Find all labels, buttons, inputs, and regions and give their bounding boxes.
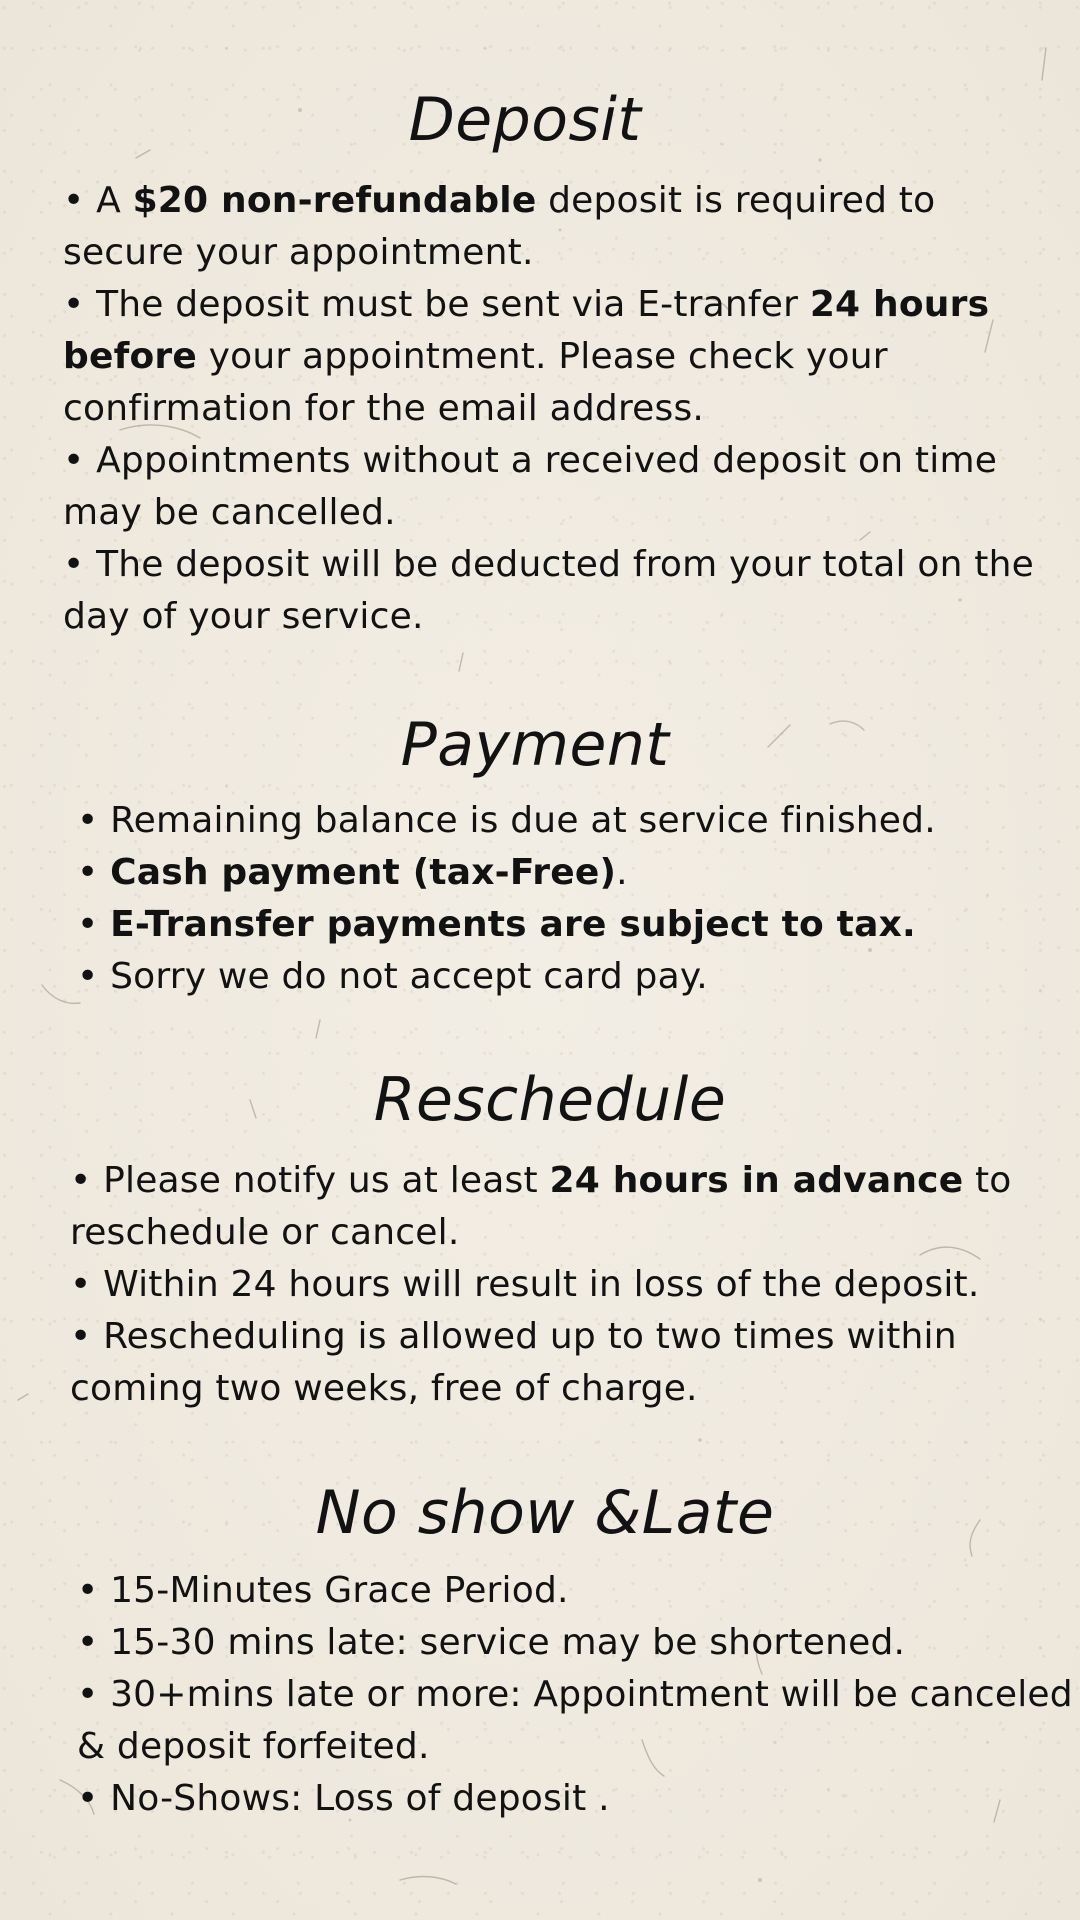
text: • — [77, 852, 111, 893]
noshow-line: • No-Shows: Loss of deposit . — [77, 1778, 610, 1819]
bold-text: 24 hours in advance — [549, 1160, 964, 1201]
deposit-line: day of your service. — [63, 596, 424, 637]
payment-line: • Remaining balance is due at service finished. — [77, 800, 936, 841]
reschedule-line: • Rescheduling is allowed up to two times within — [70, 1316, 957, 1357]
noshow-line: • 15-30 mins late: service may be shortened. — [77, 1622, 906, 1663]
text: • — [77, 904, 111, 945]
text: • A — [63, 180, 133, 221]
deposit-line: • Appointments without a received deposit on time — [63, 440, 998, 481]
text: . — [616, 852, 628, 893]
deposit-line: may be cancelled. — [63, 492, 396, 533]
deposit-line — [63, 331, 1034, 383]
noshow-line: • 15-Minutes Grace Period. — [77, 1570, 569, 1611]
text: to — [963, 1160, 1012, 1201]
bold-text: $20 non-refundable — [132, 180, 537, 221]
noshow-line: • 30+mins late or more: Appointment will be canceled — [77, 1674, 1073, 1715]
deposit-section — [63, 175, 1034, 643]
text: • The deposit must be sent via E-tranfer — [63, 284, 810, 325]
reschedule-line: reschedule or cancel. — [70, 1212, 460, 1253]
deposit-line — [63, 175, 1034, 227]
payment-line: • Sorry we do not accept card pay. — [77, 956, 708, 997]
payment-line — [77, 847, 936, 899]
reschedule-line: coming two weeks, free of charge. — [70, 1368, 698, 1409]
deposit-line: confirmation for the email address. — [63, 388, 705, 429]
payment-line — [77, 899, 936, 951]
deposit-line: secure your appointment. — [63, 232, 534, 273]
noshow-heading: No show &Late — [315, 1478, 775, 1548]
reschedule-line — [70, 1155, 1012, 1207]
bold-text: 24 hours — [809, 284, 990, 325]
payment-section — [77, 795, 936, 1003]
text: your appointment. Please check your — [196, 336, 888, 377]
bold-text: before — [63, 336, 197, 377]
text: deposit is required to — [536, 180, 936, 221]
reschedule-line: • Within 24 hours will result in loss of the deposit. — [70, 1264, 980, 1305]
reschedule-heading: Reschedule — [373, 1065, 727, 1135]
text: • Please notify us at least — [70, 1160, 550, 1201]
deposit-line: • The deposit will be deducted from your total on the — [63, 544, 1034, 585]
noshow-section — [77, 1565, 1073, 1825]
bold-text: E-Transfer payments are subject to tax. — [110, 904, 916, 945]
payment-heading: Payment — [400, 710, 670, 780]
bold-text: Cash payment (tax-Free) — [110, 852, 617, 893]
reschedule-section — [70, 1155, 1012, 1415]
noshow-line: & deposit forfeited. — [77, 1726, 430, 1767]
deposit-line — [63, 279, 1034, 331]
deposit-heading: Deposit — [408, 85, 642, 155]
